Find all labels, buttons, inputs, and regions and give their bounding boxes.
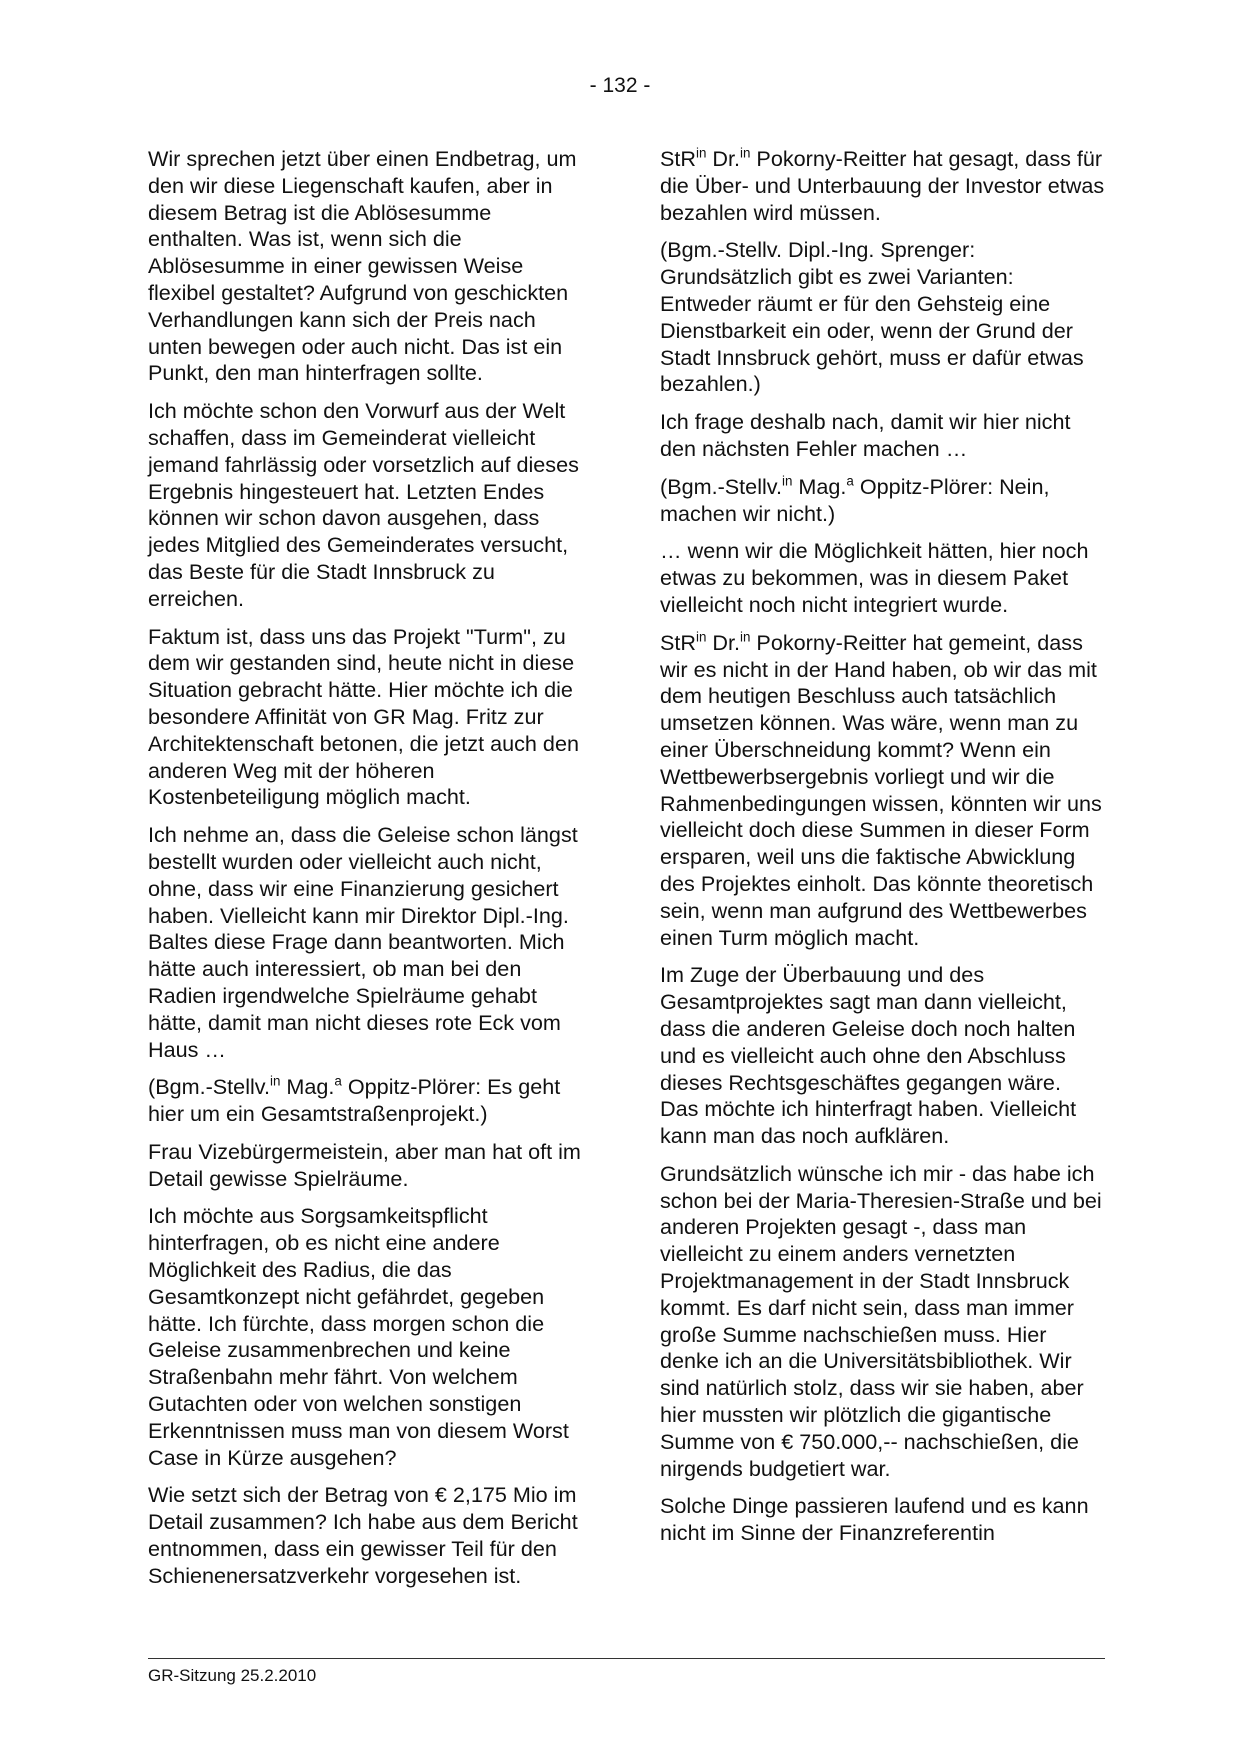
paragraph: Solche Dinge passieren laufend und es kann nicht im Sinne der Finanzreferentin xyxy=(660,1493,1089,1546)
paragraph: Ich nehme an, dass die Geleise schon längst bestellt wurden oder vielleicht auch nicht, ohne, dass wir eine Finanzierung gesichert haben. Vielleicht kann mir Direktor Dipl.-Ing. Baltes diese Frage dann beantworten. Mich hätte auch interessiert, ob man bei den Radien irgendwelche Spielräume gehabt hätte, damit man nicht dieses rote Eck vom Haus … xyxy=(148,822,578,1062)
right-column xyxy=(660,146,1105,1558)
interjection-paragraph xyxy=(660,474,1105,528)
paragraph: Faktum ist, dass uns das Projekt "Turm", zu dem wir gestanden sind, heute nicht in diese Situation gebracht hätte. Hier möchte ich die besondere Affinität von GR Mag. Fritz zur Architektenschaft betonen, die jetzt auch den anderen Weg mit der höheren Kostenbeteiligung möglich macht. xyxy=(148,623,579,810)
speaker-text: Dr. xyxy=(706,146,741,171)
paragraph: Ich frage deshalb nach, damit wir hier nicht den nächsten Fehler machen … xyxy=(660,409,1071,461)
paragraph-text: Pokorny-Reitter hat gemeint, dass wir es nicht in der Hand haben, ob wir das mit dem heutigen Beschluss auch tatsächlich umsetzen können. Was wäre, wenn man zu einer Überschneidung kommt? Wenn ein Wettbewerbsergebnis vorliegt und wir die Rahmenbedingungen wissen, könnten wir uns vielleicht doch diese Summen in dieser Form ersparen, weil uns die faktische Abwicklung des Projektes einholt. Das könnte theoretisch sein, wenn man aufgrund des Wettbewerbes einen Turm möglich macht. xyxy=(660,629,1102,950)
interjection-text: Oppitz-Plörer: Nein, machen wir nicht.) xyxy=(660,473,1050,526)
interjection-paragraph: (Bgm.-Stellv. Dipl.-Ing. Sprenger: Grundsätzlich gibt es zwei Varianten: Entweder räumt er für den Gehsteig eine Dienstbarkeit ein oder, wenn der Grund der Stadt Innsbruck gehört, muss er dafür etwas bezahlen.) xyxy=(660,237,1084,397)
interjection-text: Oppitz-Plörer: Es geht hier um ein Gesamtstraßenprojekt.) xyxy=(148,1074,561,1127)
footer-session-date: GR-Sitzung 25.2.2010 xyxy=(148,1666,317,1685)
title-superscript: in xyxy=(740,629,751,645)
footer-divider xyxy=(148,1658,1105,1659)
title-superscript: in xyxy=(740,145,751,161)
left-column xyxy=(148,146,588,1601)
title-superscript: a xyxy=(846,473,854,489)
title-superscript: in xyxy=(696,145,707,161)
speaker-text: StR xyxy=(660,629,696,655)
speaker-text: (Bgm.-Stellv. xyxy=(148,1074,270,1100)
interjection-paragraph xyxy=(148,1074,588,1128)
speaker-text: StR xyxy=(660,146,696,171)
paragraph: Im Zuge der Überbauung und des Gesamtprojektes sagt man dann vielleicht, dass die anderen Geleise doch noch halten und es vielleicht auch ohne den Abschluss dieses Rechtsgeschäftes gegangen wäre. Das möchte ich hinterfragt haben. Vielleicht kann man das noch aufklären. xyxy=(660,962,1077,1149)
paragraph xyxy=(660,630,1105,952)
title-superscript: a xyxy=(334,1074,342,1089)
speaker-text: Mag. xyxy=(792,473,847,499)
paragraph-text: Pokorny-Reitter hat gesagt, dass für die Über- und Unterbauung der Investor etwas bezahlen wird müssen. xyxy=(660,146,1105,225)
title-superscript: in xyxy=(781,473,793,489)
title-superscript: in xyxy=(269,1074,281,1089)
paragraph: … wenn wir die Möglichkeit hätten, hier noch etwas zu bekommen, was in diesem Paket vielleicht noch nicht integriert wurde. xyxy=(660,538,1089,617)
speaker-text: Mag. xyxy=(280,1074,335,1100)
paragraph xyxy=(660,146,1105,226)
title-superscript: in xyxy=(696,629,707,645)
page-number: - 132 - xyxy=(589,74,651,97)
paragraph: Grundsätzlich wünsche ich mir - das habe ich schon bei der Maria-Theresien-Straße und bei anderen Projekten gesagt -, dass man vielleicht zu einem anders vernetzten Projektmanagement in der Stadt Innsbruck kommt. Es darf nicht sein, dass man immer große Summe nachschießen muss. Hier denke ich an die Universitätsbibliothek. Wir sind natürlich stolz, dass wir sie haben, aber hier mussten wir plötzlich die gigantische Summe von € 750.000,-- nachschießen, die nirgends budgetiert war. xyxy=(660,1160,1102,1481)
paragraph: Wir sprechen jetzt über einen Endbetrag, um den wir diese Liegenschaft kaufen, aber in diesem Betrag ist die Ablösesumme enthalten. Was ist, wenn sich die Ablösesumme in einer gewissen Weise flexibel gestaltet? Aufgrund von geschickten Verhandlungen kann sich der Preis nach unten bewegen oder auch nicht. Das ist ein Punkt, den man hinterfragen sollte. xyxy=(148,146,577,386)
speaker-text: (Bgm.-Stellv. xyxy=(660,473,782,499)
paragraph: Ich möchte aus Sorgsamkeitspflicht hinterfragen, ob es nicht eine andere Möglichkeit des Radius, die das Gesamtkonzept nicht gefährdet, gegeben hätte. Ich fürchte, dass morgen schon die Geleise zusammenbrechen und keine Straßenbahn mehr fährt. Von welchem Gutachten oder von welchen sonstigen Erkenntnissen muss man von diesem Worst Case in Kürze ausgehen? xyxy=(148,1203,569,1470)
paragraph: Ich möchte schon den Vorwurf aus der Welt schaffen, dass im Gemeinderat vielleicht jemand fahrlässig oder vorsetzlich auf dieses Ergebnis hingesteuert hat. Letzten Endes können wir schon davon ausgehen, dass jedes Mitglied des Gemeinderates versucht, das Beste für die Stadt Innsbruck zu erreichen. xyxy=(148,398,579,611)
paragraph: Wie setzt sich der Betrag von € 2,175 Mio im Detail zusammen? Ich habe aus dem Bericht entnommen, dass ein gewisser Teil für den Schienenersatzverkehr vorgesehen ist. xyxy=(148,1482,578,1588)
speaker-text: Dr. xyxy=(706,629,741,655)
paragraph: Frau Vizebürgermeistein, aber man hat oft im Detail gewisse Spielräume. xyxy=(148,1138,581,1191)
